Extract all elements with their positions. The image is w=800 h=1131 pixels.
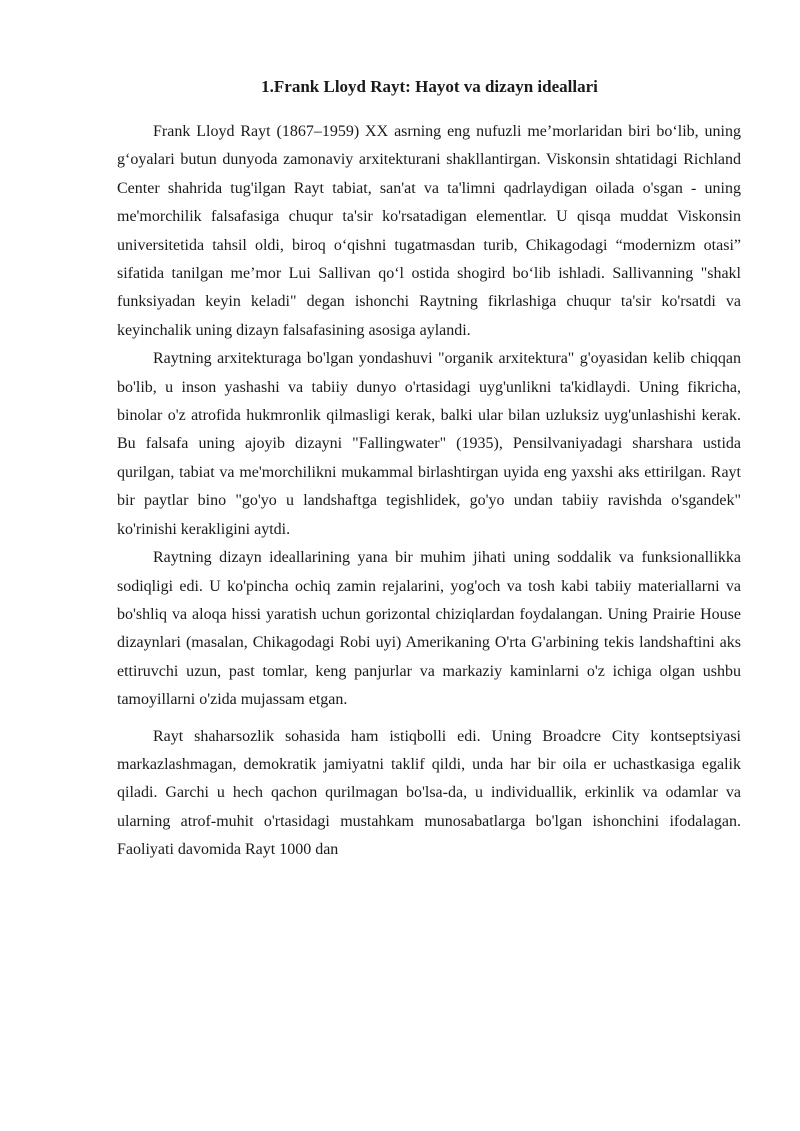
- section-title: 1.Frank Lloyd Rayt: Hayot va dizayn ideallari: [261, 77, 598, 96]
- paragraph-design-ideals: Raytning dizayn ideallarining yana bir muhim jihati uning soddalik va funksionallikka sodiqligi edi. U ko'pincha ochiq zamin rejalarini, yog'och va tosh kabi tabiiy materiallarni va bo'shliq va aloqa hissi yaratish uchun gorizontal chiziqlardan foydalangan. Uning Prairie House dizaynlari (masalan, Chikagodagi Robi uyi) Amerikaning O'rta G'arbining tekis landshaftini aks ettiruvchi uzun, past tomlar, keng panjurlar va markaziy kaminlarni o'z ichiga olgan ushbu tamoyillarni o'zida mujassam etgan.: [117, 549, 741, 709]
- paragraph-organic-architecture: Raytning arxitekturaga bo'lgan yondashuvi "organik arxitektura" g'oyasidan kelib chiqqan bo'lib, u inson yashashi va tabiiy dunyo o'rtasidagi uyg'unlikni ta'kidlaydi. Uning fikricha, binolar o'z atrofida hukmronlik qilmasligi kerak, balki ular bilan uzluksiz uyg'unlashishi kerak. Bu falsafa uning ajoyib dizayni "Fallingwater" (1935), Pensilvaniyadagi sharshara ustida qurilgan, tabiat va me'morchilikni mukammal birlashtirgan uyida eng yaxshi aks ettirilgan. Rayt bir paytlar bino "go'yo u landshaftga tegishlidek, go'yo undan tabiiy ravishda o'sgandek" ko'rinishi kerakligini aytdi.: [117, 350, 741, 538]
- paragraph-urban-planning: Rayt shaharsozlik sohasida ham istiqbolli edi. Uning Broadcre City kontseptsiyasi markazlashmagan, demokratik jamiyatni taklif qildi, unda har bir oila er uchastkasiga egalik qiladi. Garchi u hech qachon qurilmagan bo'lsa-da, u individuallik, erkinlik va odamlar va ularning atrof-muhit o'rtasidagi mustahkam munosabatlarga bo'lgan ishonchini ifodalagan. Faoliyati davomida Rayt 1000 dan: [117, 727, 741, 859]
- paragraph-biography: Frank Lloyd Rayt (1867–1959) XX asrning eng nufuzli me’morlaridan biri bo‘lib, uning g‘oyalari butun dunyoda zamonaviy arxitekturani shakllantirgan. Viskonsin shtatidagi Richland Center shahrida tug'ilgan Rayt tabiat, san'at va ta'limni qadrlaydigan oilada o'sgan - uning me'morchilik falsafasiga chuqur ta'sir ko'rsatadigan elementlar. U qisqa muddat Viskonsin universitetida tahsil oldi, biroq o‘qishni tugatmasdan turib, Chikagodagi “modernizm otasi” sifatida tanilgan me’mor Lui Sallivan qo‘l ostida shogird bo‘lib ishladi. Sallivanning "shakl funksiyadan keyin keladi" degan ishonchi Raytning fikrlashiga chuqur ta'sir ko'rsatdi va keyinchalik uning dizayn falsafasining asosiga aylandi.: [117, 123, 741, 339]
